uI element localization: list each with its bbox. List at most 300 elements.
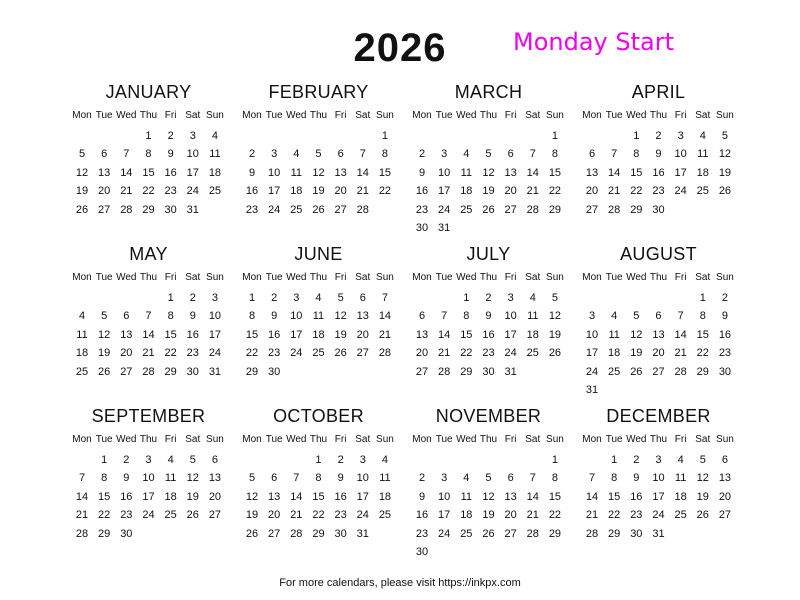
empty-day-cell	[581, 127, 603, 145]
day-cell: 13	[334, 166, 347, 179]
day-cell: 7	[359, 148, 366, 161]
day-cell: 18	[460, 509, 473, 522]
day-cell: 15	[98, 490, 111, 503]
day-cell: 5	[189, 454, 196, 466]
day-cell: 19	[245, 509, 259, 522]
day-cell: 7	[381, 292, 388, 304]
weekday-header: Sun	[546, 434, 564, 445]
day-cell: 22	[98, 509, 111, 522]
day-cell: 20	[208, 490, 222, 503]
day-cell: 21	[356, 185, 369, 198]
day-cell: 25	[460, 203, 473, 216]
day-cell: 3	[189, 130, 196, 142]
weekday-header: Sun	[376, 434, 394, 445]
day-cell: 25	[608, 365, 621, 378]
months-grid	[71, 80, 736, 566]
weekday-header: Mon	[412, 110, 432, 121]
weekday-header: Fri	[334, 434, 347, 445]
day-cell: 31	[186, 203, 199, 216]
day-cell: 30	[164, 203, 177, 216]
day-cell: 4	[315, 292, 322, 304]
day-cell: 27	[268, 527, 281, 540]
day-grid	[581, 432, 736, 543]
day-cell: 26	[245, 527, 259, 540]
weekday-header: Tue	[95, 434, 113, 445]
day-cell: 22	[696, 347, 709, 360]
day-cell: 14	[526, 166, 539, 179]
month-name: JULY	[466, 244, 511, 264]
day-cell: 1	[551, 454, 558, 466]
empty-day-cell	[330, 127, 352, 145]
weekday-header: Fri	[504, 434, 517, 445]
day-cell: 13	[585, 166, 599, 179]
day-cell: 5	[101, 310, 108, 323]
day-cell: 17	[504, 328, 517, 341]
month-name: OCTOBER	[273, 406, 364, 426]
weekday-header: Sat	[355, 434, 371, 445]
weekday-header: Tue	[605, 434, 623, 445]
day-cell: 1	[167, 292, 174, 304]
day-cell: 11	[608, 328, 620, 341]
day-grid	[411, 432, 566, 561]
weekday-header: Thu	[479, 434, 498, 445]
weekday-header: Mon	[582, 110, 602, 121]
day-cell: 24	[356, 509, 369, 522]
month-name: MARCH	[454, 82, 523, 102]
day-cell: 31	[356, 527, 369, 540]
day-cell: 23	[652, 185, 665, 198]
weekday-header: Tue	[605, 272, 623, 283]
empty-day-cell	[115, 289, 137, 307]
weekday-header: Sun	[546, 110, 564, 121]
day-cell: 9	[271, 310, 278, 323]
day-cell: 15	[142, 166, 155, 179]
empty-day-cell	[603, 127, 625, 145]
day-cell: 29	[608, 527, 621, 540]
day-cell: 16	[718, 328, 732, 341]
month-december	[581, 404, 736, 566]
day-cell: 17	[142, 490, 155, 503]
empty-day-cell	[625, 289, 647, 307]
day-cell: 30	[334, 527, 347, 540]
weekday-header: Sun	[206, 110, 224, 121]
day-cell: 3	[441, 472, 448, 485]
day-cell: 5	[721, 130, 728, 142]
day-cell: 27	[718, 509, 732, 522]
day-cell: 5	[248, 472, 256, 485]
day-cell: 24	[268, 203, 281, 216]
day-cell: 23	[718, 347, 732, 360]
day-cell: 10	[504, 310, 517, 323]
weekday-header: Mon	[582, 272, 602, 283]
day-cell: 30	[415, 545, 429, 558]
day-cell: 3	[271, 148, 278, 161]
day-cell: 11	[290, 166, 303, 179]
month-name: SEPTEMBER	[91, 406, 206, 426]
day-cell: 1	[101, 454, 108, 466]
empty-day-cell	[93, 289, 115, 307]
month-june	[241, 242, 396, 404]
weekday-header: Wed	[626, 110, 647, 121]
day-cell: 12	[548, 310, 562, 323]
empty-day-cell	[411, 289, 433, 307]
day-cell: 22	[548, 185, 562, 198]
weekday-header: Tue	[435, 272, 453, 283]
day-cell: 1	[463, 292, 470, 304]
weekday-header: Wed	[456, 110, 477, 121]
day-grid	[71, 432, 226, 543]
day-cell: 12	[696, 472, 709, 485]
day-cell: 2	[655, 130, 662, 142]
day-cell: 22	[312, 509, 325, 522]
footer-note: For more calendars, please visit https://inkpx.com	[279, 577, 521, 589]
weekday-header: Thu	[479, 272, 498, 283]
day-cell: 21	[438, 347, 451, 360]
day-cell: 18	[290, 185, 303, 198]
day-cell: 4	[211, 130, 218, 142]
day-cell: 30	[120, 527, 133, 540]
day-cell: 23	[186, 347, 199, 360]
day-cell: 14	[142, 328, 155, 341]
day-grid	[581, 108, 736, 219]
day-cell: 23	[245, 203, 259, 216]
day-cell: 9	[337, 472, 344, 485]
day-cell: 2	[485, 292, 492, 304]
weekday-header: Mon	[72, 110, 92, 121]
day-cell: 30	[186, 365, 199, 378]
day-cell: 9	[633, 472, 640, 485]
day-cell: 15	[548, 166, 562, 179]
weekday-header: Fri	[504, 110, 517, 121]
empty-day-cell	[433, 289, 455, 307]
day-cell: 5	[78, 148, 86, 161]
empty-day-cell	[647, 289, 669, 307]
empty-day-cell	[263, 451, 285, 469]
weekday-header: Sat	[695, 110, 711, 121]
day-cell: 9	[123, 472, 130, 485]
empty-day-cell	[285, 127, 307, 145]
day-cell: 16	[120, 490, 133, 503]
weekday-header: Thu	[649, 434, 668, 445]
day-cell: 22	[630, 185, 643, 198]
month-name: AUGUST	[620, 244, 697, 264]
day-cell: 30	[268, 365, 281, 378]
day-cell: 27	[652, 365, 665, 378]
day-cell: 1	[381, 130, 388, 142]
empty-day-cell	[477, 127, 499, 145]
day-cell: 10	[290, 310, 303, 323]
day-cell: 4	[78, 310, 86, 323]
day-cell: 29	[164, 365, 177, 378]
weekday-header: Sun	[376, 110, 394, 121]
day-cell: 11	[209, 148, 221, 161]
day-cell: 29	[245, 365, 259, 378]
day-cell: 25	[378, 509, 392, 522]
day-cell: 6	[337, 148, 344, 161]
day-cell: 21	[526, 509, 539, 522]
day-cell: 25	[460, 527, 473, 540]
day-cell: 17	[208, 328, 222, 341]
weekday-header: Fri	[674, 434, 687, 445]
weekday-header: Wed	[456, 272, 477, 283]
day-cell: 8	[381, 148, 388, 161]
day-cell: 20	[334, 185, 347, 198]
day-cell: 3	[293, 292, 300, 304]
day-cell: 10	[208, 310, 222, 323]
day-cell: 22	[460, 347, 473, 360]
day-cell: 2	[337, 454, 344, 466]
empty-day-cell	[411, 127, 433, 145]
day-cell: 17	[438, 185, 451, 198]
weekday-header: Sun	[546, 272, 564, 283]
day-cell: 5	[485, 472, 492, 485]
day-cell: 14	[608, 166, 621, 179]
day-cell: 22	[608, 509, 621, 522]
day-cell: 4	[699, 130, 706, 142]
day-cell: 21	[526, 185, 539, 198]
day-cell: 25	[696, 185, 709, 198]
day-cell: 11	[674, 472, 687, 485]
day-cell: 26	[482, 527, 495, 540]
weekday-header: Mon	[72, 434, 92, 445]
day-cell: 25	[208, 185, 222, 198]
day-cell: 21	[674, 347, 687, 360]
day-cell: 10	[186, 148, 199, 161]
weekday-header: Tue	[95, 272, 113, 283]
day-cell: 23	[334, 509, 347, 522]
day-cell: 20	[415, 347, 429, 360]
day-cell: 28	[120, 203, 133, 216]
day-cell: 6	[588, 148, 596, 161]
day-cell: 22	[245, 347, 259, 360]
day-cell: 7	[529, 148, 536, 161]
day-cell: 16	[268, 328, 281, 341]
weekday-header: Sat	[695, 272, 711, 283]
day-cell: 24	[585, 365, 599, 378]
day-cell: 19	[630, 347, 643, 360]
day-cell: 7	[78, 472, 86, 485]
day-cell: 27	[415, 365, 429, 378]
day-cell: 15	[245, 328, 259, 341]
weekday-header: Fri	[334, 110, 347, 121]
day-cell: 7	[293, 472, 300, 485]
day-cell: 29	[460, 365, 473, 378]
month-november	[411, 404, 566, 566]
day-cell: 18	[526, 328, 539, 341]
day-cell: 23	[120, 509, 133, 522]
day-grid	[581, 270, 736, 399]
day-cell: 8	[315, 472, 322, 485]
day-cell: 21	[585, 509, 599, 522]
empty-day-cell	[500, 127, 522, 145]
day-cell: 28	[378, 347, 392, 360]
weekday-header: Mon	[242, 434, 262, 445]
day-cell: 16	[245, 185, 259, 198]
day-cell: 7	[529, 472, 536, 485]
empty-day-cell	[433, 127, 455, 145]
weekday-header: Fri	[504, 272, 517, 283]
day-cell: 9	[167, 148, 174, 161]
day-cell: 26	[98, 365, 111, 378]
day-cell: 16	[415, 509, 429, 522]
day-cell: 17	[585, 347, 599, 360]
day-cell: 18	[696, 166, 709, 179]
day-cell: 26	[75, 203, 89, 216]
day-cell: 13	[120, 328, 133, 341]
day-cell: 10	[585, 328, 599, 341]
day-cell: 9	[248, 166, 256, 179]
day-cell: 18	[75, 347, 89, 360]
day-cell: 19	[75, 185, 89, 198]
day-cell: 6	[101, 148, 108, 161]
weekday-header: Mon	[412, 434, 432, 445]
weekday-header: Tue	[265, 434, 283, 445]
day-cell: 14	[526, 490, 539, 503]
weekday-header: Wed	[626, 272, 647, 283]
month-july	[411, 242, 566, 404]
day-cell: 30	[630, 527, 643, 540]
day-cell: 5	[699, 454, 706, 466]
day-cell: 9	[418, 166, 426, 179]
day-cell: 8	[633, 148, 640, 161]
month-name: NOVEMBER	[435, 406, 542, 426]
day-cell: 1	[699, 292, 706, 304]
day-cell: 6	[418, 310, 426, 323]
calendar-subtitle: Monday Start	[513, 28, 675, 56]
day-cell: 15	[696, 328, 709, 341]
day-cell: 21	[608, 185, 621, 198]
empty-day-cell	[241, 127, 263, 145]
day-cell: 31	[652, 527, 665, 540]
day-cell: 19	[482, 185, 495, 198]
weekday-header: Fri	[674, 272, 687, 283]
day-cell: 17	[290, 328, 303, 341]
day-cell: 28	[142, 365, 155, 378]
day-cell: 24	[504, 347, 517, 360]
day-cell: 8	[551, 472, 558, 485]
day-cell: 1	[145, 130, 152, 142]
day-cell: 6	[507, 472, 514, 485]
day-cell: 18	[312, 328, 325, 341]
weekday-header: Sun	[206, 434, 224, 445]
day-cell: 27	[98, 203, 111, 216]
month-name: JUNE	[294, 244, 343, 264]
day-cell: 12	[482, 166, 495, 179]
day-cell: 26	[548, 347, 562, 360]
day-cell: 28	[526, 527, 539, 540]
day-cell: 3	[655, 454, 662, 466]
day-cell: 10	[438, 166, 451, 179]
weekday-header: Wed	[286, 434, 307, 445]
day-cell: 4	[293, 148, 300, 161]
day-cell: 16	[482, 328, 495, 341]
day-cell: 7	[145, 310, 152, 323]
day-cell: 20	[120, 347, 133, 360]
day-cell: 18	[460, 185, 473, 198]
month-march	[411, 80, 566, 242]
day-cell: 28	[674, 365, 687, 378]
weekday-header: Tue	[265, 272, 283, 283]
empty-day-cell	[352, 127, 374, 145]
weekday-header: Mon	[242, 110, 262, 121]
day-cell: 5	[315, 148, 322, 161]
day-cell: 28	[608, 203, 621, 216]
day-cell: 27	[504, 203, 517, 216]
weekday-header: Wed	[286, 272, 307, 283]
empty-day-cell	[455, 451, 477, 469]
weekday-header: Wed	[116, 272, 137, 283]
day-cell: 19	[548, 328, 562, 341]
day-cell: 20	[504, 509, 517, 522]
day-cell: 10	[652, 472, 665, 485]
day-cell: 20	[504, 185, 517, 198]
weekday-header: Fri	[164, 434, 177, 445]
day-cell: 13	[208, 472, 222, 485]
day-cell: 26	[186, 509, 199, 522]
day-cell: 1	[248, 292, 256, 304]
day-cell: 23	[482, 347, 495, 360]
day-cell: 6	[271, 472, 278, 485]
day-cell: 25	[526, 347, 539, 360]
day-cell: 8	[551, 148, 558, 161]
day-cell: 3	[507, 292, 514, 304]
day-cell: 28	[75, 527, 89, 540]
empty-day-cell	[285, 451, 307, 469]
empty-day-cell	[71, 289, 93, 307]
weekday-header: Sat	[355, 110, 371, 121]
weekday-header: Sat	[185, 110, 201, 121]
weekday-header: Sat	[695, 434, 711, 445]
day-cell: 26	[482, 203, 495, 216]
day-cell: 3	[441, 148, 448, 161]
empty-day-cell	[71, 127, 93, 145]
empty-day-cell	[522, 127, 544, 145]
day-grid	[411, 270, 566, 381]
day-cell: 13	[268, 490, 281, 503]
weekday-header: Thu	[139, 110, 158, 121]
day-cell: 9	[189, 310, 196, 323]
day-cell: 11	[164, 472, 177, 485]
day-cell: 17	[652, 490, 665, 503]
day-cell: 11	[527, 310, 539, 323]
day-cell: 4	[529, 292, 536, 304]
day-cell: 8	[611, 472, 618, 485]
day-cell: 18	[208, 166, 222, 179]
month-january	[71, 80, 226, 242]
day-cell: 7	[611, 148, 618, 161]
weekday-header: Sun	[716, 434, 734, 445]
day-cell: 19	[482, 509, 495, 522]
empty-day-cell	[477, 451, 499, 469]
empty-day-cell	[455, 127, 477, 145]
day-cell: 24	[674, 185, 687, 198]
day-cell: 2	[633, 454, 640, 466]
day-cell: 22	[548, 509, 562, 522]
day-cell: 15	[164, 328, 177, 341]
day-cell: 27	[334, 203, 347, 216]
day-cell: 2	[721, 292, 728, 304]
day-cell: 17	[186, 166, 199, 179]
day-cell: 25	[164, 509, 177, 522]
weekday-header: Mon	[582, 434, 602, 445]
day-cell: 22	[142, 185, 155, 198]
day-cell: 23	[415, 527, 429, 540]
day-cell: 14	[120, 166, 133, 179]
month-september	[71, 404, 226, 566]
day-cell: 28	[290, 527, 303, 540]
empty-day-cell	[500, 451, 522, 469]
day-cell: 20	[718, 490, 732, 503]
